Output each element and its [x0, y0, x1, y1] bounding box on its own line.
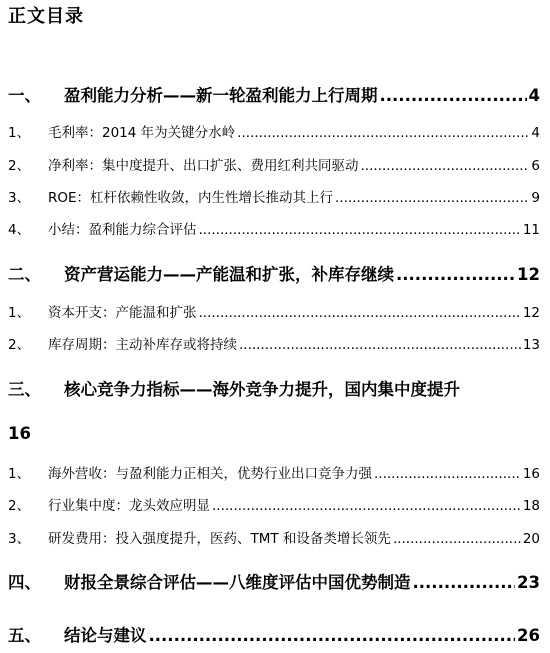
- entry-number: 2、: [8, 158, 31, 174]
- toc-entry-major-4[interactable]: [8, 569, 540, 593]
- toc-title: 正文目录: [8, 6, 84, 27]
- dot-leader: [149, 626, 516, 645]
- entry-number: 2、: [8, 337, 31, 353]
- entry-page: 26: [517, 626, 540, 645]
- toc-entry-major-2[interactable]: [8, 261, 540, 285]
- toc-entry-minor-1-3[interactable]: [8, 186, 540, 206]
- entry-number: 五、: [8, 626, 41, 645]
- dot-leader: [361, 158, 530, 174]
- entry-title: 研发费用：投入强度提升，医药、TMT 和设备类增长领先: [48, 531, 391, 547]
- toc-entry-minor-1-2[interactable]: [8, 154, 540, 174]
- entry-title: 海外营收：与盈利能力正相关，优势行业出口竞争力强: [48, 466, 372, 482]
- toc-entry-minor-1-4[interactable]: [8, 218, 540, 238]
- entry-title: 库存周期：主动补库存或将持续: [48, 337, 237, 353]
- dot-leader: [393, 531, 521, 547]
- entry-number: 3、: [8, 190, 31, 206]
- entry-number: 4、: [8, 222, 31, 238]
- dot-leader: [239, 337, 521, 353]
- entry-page: 12: [517, 265, 540, 284]
- toc-entry-minor-2-2[interactable]: [8, 333, 540, 353]
- entry-page: 12: [522, 305, 540, 321]
- dot-leader: [413, 573, 516, 592]
- entry-page: 4: [528, 86, 540, 105]
- entry-title: 财报全景综合评估——八维度评估中国优势制造: [64, 573, 411, 592]
- entry-page: 16: [522, 466, 540, 482]
- entry-number: 3、: [8, 531, 31, 547]
- entry-page: 9: [531, 190, 540, 206]
- entry-number: 四、: [8, 573, 41, 592]
- entry-page: 11: [522, 222, 540, 238]
- dot-leader: [335, 190, 529, 206]
- entry-title: 核心竞争力指标——海外竞争力提升，国内集中度提升: [64, 380, 460, 399]
- entry-title: 资本开支：产能温和扩张: [48, 305, 197, 321]
- dot-leader: [212, 498, 521, 514]
- dot-leader: [374, 466, 521, 482]
- entry-number: 2、: [8, 498, 31, 514]
- entry-title: 净利率：集中度提升、出口扩张、费用红利共同驱动: [48, 158, 359, 174]
- entry-page: 6: [531, 158, 540, 174]
- toc-entry-minor-3-3[interactable]: [8, 527, 540, 547]
- entry-title: ROE：杠杆依赖性收敛，内生性增长推动其上行: [48, 190, 334, 206]
- entry-page: 20: [522, 531, 540, 547]
- dot-leader: [380, 86, 527, 105]
- toc-entry-minor-3-1[interactable]: [8, 462, 540, 482]
- dot-leader: [237, 125, 529, 141]
- entry-title: 小结：盈利能力综合评估: [48, 222, 197, 238]
- toc-entry-major-5[interactable]: [8, 622, 540, 646]
- entry-number: 1、: [8, 305, 31, 321]
- entry-page: 13: [522, 337, 540, 353]
- toc-entry-minor-2-1[interactable]: [8, 301, 540, 321]
- entry-page: 18: [522, 498, 540, 514]
- entry-title: 盈利能力分析——新一轮盈利能力上行周期: [64, 86, 378, 105]
- dot-leader: [199, 305, 521, 321]
- dot-leader: [396, 265, 515, 284]
- entry-number: 1、: [8, 466, 31, 482]
- entry-number: 1、: [8, 125, 31, 141]
- entry-title: 行业集中度：龙头效应明显: [48, 498, 210, 514]
- entry-number: 三、: [8, 380, 41, 399]
- toc-entry-major-1[interactable]: [8, 82, 540, 106]
- entry-title: 资产营运能力——产能温和扩张，补库存继续: [64, 265, 394, 284]
- entry-title: 结论与建议: [64, 626, 147, 645]
- toc-entry-major-3[interactable]: [8, 376, 540, 400]
- entry-page[interactable]: 16: [8, 424, 31, 443]
- entry-number: 一、: [8, 86, 41, 105]
- entry-title: 毛利率：2014 年为关键分水岭: [48, 125, 236, 141]
- dot-leader: [199, 222, 521, 238]
- entry-page: 4: [531, 125, 540, 141]
- toc-entry-minor-3-2[interactable]: [8, 494, 540, 514]
- toc-entry-minor-1-1[interactable]: [8, 121, 540, 141]
- entry-number: 二、: [8, 265, 41, 284]
- entry-page: 23: [517, 573, 540, 592]
